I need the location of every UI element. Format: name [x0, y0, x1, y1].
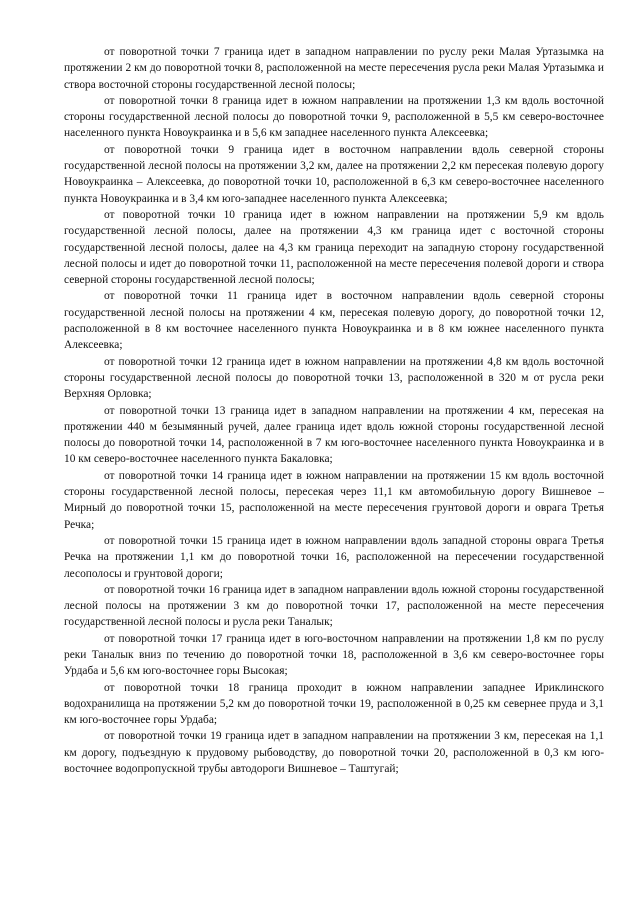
paragraph-point-9: от поворотной точки 9 граница идет в восточном направлении вдоль северной стороны государственной лесной полосы на протяжении 3,2 км, далее на протяжении 2,2 км пересекая полевую дорогу Новоукраинка – Алексеевка, до поворотной точки 10, расположенной в 6,3 км северо-восточнее населенного пункта Новоукраинка и в 3,4 км юго-западнее населенного пункта Алексеевка; — [64, 143, 604, 205]
paragraph-point-10: от поворотной точки 10 граница идет в южном направлении на протяжении 5,9 км вдоль государственной лесной полосы, далее на протяжении 4,3 км граница идет с восточной стороны государственной лесной полосы, далее на 4,3 км граница переходит на западную сторону государственной лесной полосы и идет до поворотной точки 11, расположенной на месте пересечения полевой дороги и створа северной стороны государственной лесной полосы; — [64, 208, 604, 287]
paragraph-point-15: от поворотной точки 15 граница идет в южном направлении вдоль западной стороны оврага Третья Речка на протяжении 1,1 км до поворотной точки 16, расположенной на пересечении государственной лесополосы и грунтовой дороги; — [64, 534, 604, 580]
paragraph-point-18: от поворотной точки 18 граница проходит в южном направлении западнее Ириклинского водохранилища на протяжении 5,2 км до поворотной точки 19, расположенной в 0,25 км севернее пруда и 3,1 км юго-восточнее горы Урдаба; — [64, 681, 604, 727]
paragraph-point-14: от поворотной точки 14 граница идет в южном направлении на протяжении 15 км вдоль восточной стороны государственной лесной полосы, пересекая через 11,1 км автомобильную дорогу Вишневое – Мирный до поворотной точки 15, расположенной на месте пересечения грунтовой дороги и оврага Третья Речка; — [64, 469, 604, 531]
paragraph-point-16: от поворотной точки 16 граница идет в западном направлении вдоль южной стороны государственной лесной полосы на протяжении 3 км до поворотной точки 17, расположенной на месте пересечения государственной лесной полосы и русла реки Таналык; — [64, 583, 604, 629]
paragraph-point-13: от поворотной точки 13 граница идет в западном направлении на протяжении 4 км, пересекая на протяжении 440 м безымянный ручей, далее граница идет вдоль южной стороны государственной лесной полосы до поворотной точки 14, расположенной в 7 км юго-восточнее населенного пункта Новоукраинка и в 10 км северо-восточнее населенного пункта Бакаловка; — [64, 404, 604, 466]
paragraph-point-17: от поворотной точки 17 граница идет в юго-восточном направлении на протяжении 1,8 км по руслу реки Таналык вниз по течению до поворотной точки 18, расположенной в 3,6 км северо-восточнее горы Урдаба и 5,6 км юго-восточнее горы Высокая; — [64, 632, 604, 678]
paragraph-point-19: от поворотной точки 19 граница идет в западном направлении на протяжении 3 км, пересекая на 1,1 км дорогу, подъездную к прудовому рыбоводству, до поворотной точки 20, расположенной в 0,3 км юго-восточнее водопропускной трубы автодороги Вишневое – Таштугай; — [64, 730, 604, 776]
paragraph-point-7: от поворотной точки 7 граница идет в западном направлении по руслу реки Малая Уртазымка на протяжении 2 км до поворотной точки 8, расположенной на месте пересечения русла реки Малая Уртазымка и створа восточной стороны государственной лесной полосы; — [64, 46, 604, 91]
paragraph-point-12: от поворотной точки 12 граница идет в южном направлении на протяжении 4,8 км вдоль восточной стороны государственной лесной полосы до поворотной точки 13, расположенной в 320 м от русла реки Верхняя Орловка; — [64, 355, 604, 401]
paragraph-point-8: от поворотной точки 8 граница идет в южном направлении на протяжении 1,3 км вдоль восточной стороны государственной лесной полосы до поворотной точки 9, расположенной в 5,5 км северо-восточнее населенного пункта Новоукраинка и в 5,6 км западнее населенного пункта Алексеевка; — [64, 94, 604, 140]
paragraph-point-11: от поворотной точки 11 граница идет в восточном направлении вдоль северной стороны государственной лесной полосы на протяжении 4 км, пересекая полевую дорогу, до поворотной точки 12, расположенной в 8 км восточнее населенного пункта Новоукраинка и в 8 км южнее населенного пункта Алексеевка; — [64, 290, 604, 352]
